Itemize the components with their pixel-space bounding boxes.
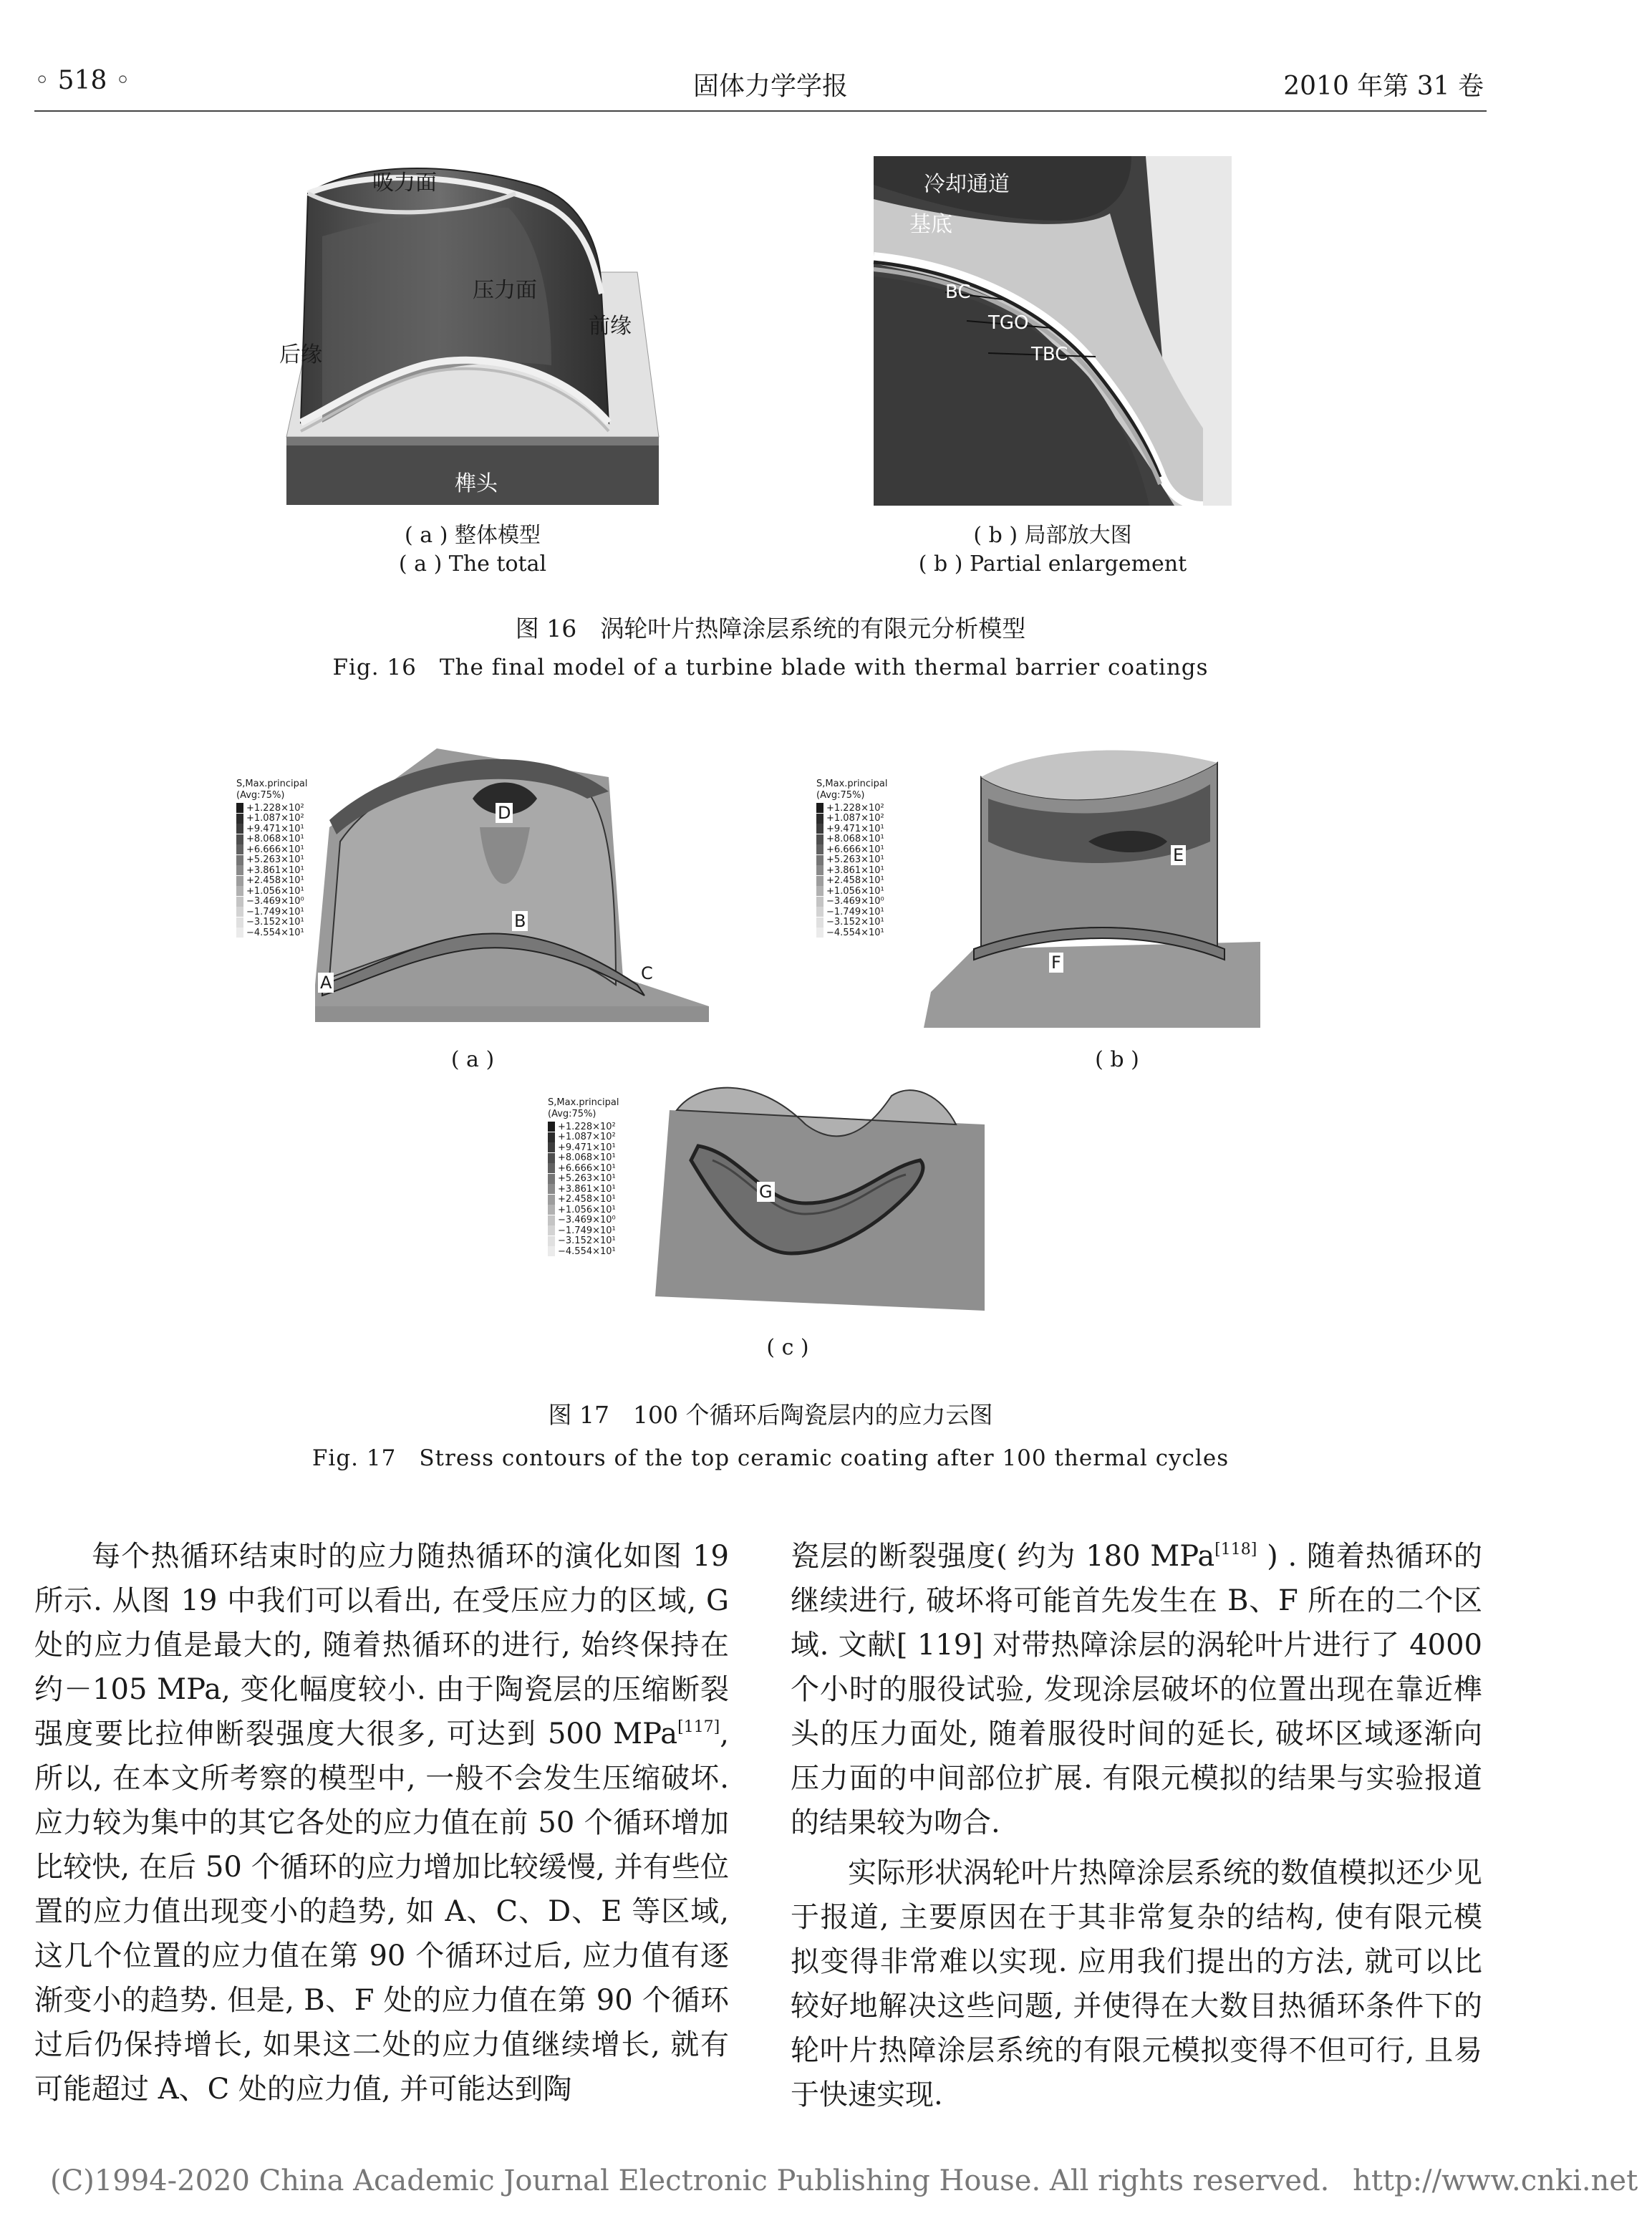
fig17a-caption: ( a ) [450, 1047, 495, 1072]
point-e: E [1171, 845, 1186, 865]
label-cooling-channel: 冷却通道 [924, 172, 1010, 197]
legend-swatch [816, 865, 823, 875]
legend-value: +8.068×10¹ [246, 834, 304, 845]
legend-entry [236, 814, 304, 824]
legend-value: −3.152×10¹ [246, 917, 304, 928]
stress-legend [236, 803, 304, 938]
legend-value: +6.666×10¹ [558, 1162, 616, 1174]
point-a: A [318, 973, 334, 993]
stress-contour-a [308, 734, 723, 1035]
legend-entry [548, 1246, 616, 1257]
label-root: 榫头 [455, 471, 498, 496]
legend-entry [816, 876, 884, 887]
legend-entry [816, 814, 884, 824]
legend-swatch [548, 1174, 555, 1184]
legend-entry [236, 824, 304, 834]
legend-entry [548, 1215, 616, 1226]
legend-value: +1.087×10² [246, 813, 304, 824]
legend-entry [236, 855, 304, 866]
point-f: F [1049, 953, 1063, 973]
legend-swatch [816, 814, 823, 824]
legend-value: +1.056×10¹ [246, 885, 304, 897]
legend-swatch [816, 876, 823, 886]
legend-swatch [236, 865, 243, 875]
legend-value: −1.749×10¹ [246, 906, 304, 917]
volume-info: 2010 年第 31 卷 [1283, 72, 1484, 101]
legend-swatch [548, 1122, 555, 1132]
legend-swatch [236, 886, 243, 896]
legend-entry [816, 865, 884, 876]
legend-value: +5.263×10¹ [558, 1173, 616, 1185]
legend-swatch [816, 897, 823, 907]
legend-entry [816, 824, 884, 834]
legend-swatch [816, 824, 823, 834]
legend-value: +8.068×10¹ [558, 1152, 616, 1164]
legend-swatch [816, 907, 823, 917]
legend-swatch [548, 1142, 555, 1152]
legend-value: −1.749×10¹ [826, 906, 884, 917]
body-left-column [34, 1534, 729, 2111]
legend-value: +2.458×10¹ [558, 1194, 616, 1205]
legend-entry [816, 897, 884, 907]
fig17c-panel [533, 1081, 992, 1318]
legend-value: +1.056×10¹ [826, 885, 884, 897]
legend-value: −1.749×10¹ [558, 1225, 616, 1236]
legend-entry [816, 886, 884, 897]
legend-entry [548, 1132, 616, 1143]
legend-entry [548, 1236, 616, 1247]
legend-value: −4.554×10¹ [826, 927, 884, 938]
stress-legend [548, 1122, 616, 1257]
legend-swatch [816, 834, 823, 844]
legend-entry [548, 1174, 616, 1185]
body-right-column [791, 1534, 1482, 2117]
paragraph [34, 1534, 729, 2111]
legend-value: +3.861×10¹ [558, 1183, 616, 1195]
paragraph: 实际形状涡轮叶片热障涂层系统的数值模拟还少见于报道, 主要原因在于其非常复杂的结构, 使有限元模拟变得非常难以实现. 应用我们提出的方法, 就可以比较好地解决这些问题, 并使得在大数目热循环条件下的轮叶片热障涂层系统的有限元模拟变得不但可行, 且易于快速实现. [791, 1856, 1482, 2111]
legend-swatch [548, 1205, 555, 1215]
label-pressure-side: 压力面 [473, 278, 537, 303]
legend-value: +1.228×10² [558, 1121, 616, 1132]
label-trailing-edge: 后缘 [279, 342, 322, 367]
fig16b-caption-cn: ( b ) 局部放大图 [973, 523, 1132, 548]
running-header [0, 66, 1541, 102]
legend-value: +1.087×10² [826, 813, 884, 824]
legend-value: +5.263×10¹ [826, 854, 884, 866]
fig17-title-en: Fig. 17 Stress contours of the top ceramic coating after 100 thermal cycles [311, 1445, 1230, 1471]
legend-entry [816, 907, 884, 917]
legend-swatch [816, 803, 823, 813]
legend-value: +8.068×10¹ [826, 834, 884, 845]
legend-entry [236, 803, 304, 814]
legend-swatch [548, 1215, 555, 1225]
legend-swatch [236, 907, 243, 917]
point-g: G [757, 1182, 775, 1202]
legend-value: +3.861×10¹ [826, 864, 884, 876]
legend-swatch [548, 1236, 555, 1246]
fig16b-image [874, 156, 1232, 506]
legend-swatch [236, 917, 243, 928]
legend-entry [236, 928, 304, 938]
legend-swatch [548, 1153, 555, 1163]
legend-entry [548, 1195, 616, 1205]
label-tbc: TBC [1031, 344, 1068, 365]
legend-title: S,Max.principal [548, 1097, 619, 1108]
legend-swatch [548, 1246, 555, 1256]
legend-value: +1.056×10¹ [558, 1204, 616, 1215]
legend-entry [816, 834, 884, 845]
fig16-title-cn: 图 16 涡轮叶片热障涂层系统的有限元分析模型 [515, 615, 1026, 642]
legend-entry [816, 803, 884, 814]
para-text-4: ) . 随着热循环的继续进行, 破坏将可能首先发生在 B、F 所在的二个区域. 文献[ 119] 对带热障涂层的涡轮叶片进行了 4000 个小时的服役试验, 发现涂层破坏的位置出现在靠近榫头的压力面处, 随着服役时间的延长, 破坏区域逐渐向压力面的中间部位扩展. 有限元模拟的结果与实验报道的结果较为吻合. [791, 1540, 1482, 1839]
legend-swatch [816, 928, 823, 938]
fig17a-panel [229, 734, 723, 1035]
para-text-2: , 所以, 在本文所考察的模型中, 一般不会发生压缩破坏. 应力较为集中的其它各处的应力值在前 50 个循环增加比较快, 在后 50 个循环的应力增加比较缓慢, 并有些位置的应力值出现变小的趋势, 如 A、C、D、E 等区域, 这几个位置的应力值在第 90 个循环过后, 应力值有逐渐变小的趋势. 但是, B、F 处的应力值在第 90 个循环过后仍保持增长, 如果这二处的应力值继续增长, 就有可能超过 A、C 处的应力值, 并可能达到陶 [34, 1717, 729, 2106]
point-d: D [496, 803, 513, 823]
legend-swatch [816, 844, 823, 854]
legend-value: +9.471×10¹ [558, 1142, 616, 1153]
copyright-text: (C)1994-2020 China Academic Journal Electronic Publishing House. All rights reserved. [50, 2164, 1330, 2197]
legend-value: −4.554×10¹ [558, 1246, 616, 1257]
fig17c-caption: ( c ) [766, 1335, 809, 1360]
legend-swatch [816, 917, 823, 928]
fig16a-caption-en: ( a ) The total [398, 551, 547, 577]
point-b: B [512, 911, 528, 931]
legend-swatch [816, 855, 823, 865]
legend-entry [236, 876, 304, 887]
legend-value: −3.469×10⁰ [826, 896, 884, 907]
header-rule [34, 110, 1487, 112]
legend-avg: (Avg:75%) [236, 790, 285, 801]
legend-swatch [236, 834, 243, 844]
legend-value: +3.861×10¹ [246, 864, 304, 876]
legend-value: +6.666×10¹ [246, 844, 304, 855]
legend-value: +1.228×10² [826, 802, 884, 814]
fig16a-image [279, 150, 680, 509]
label-leading-edge: 前缘 [589, 314, 632, 339]
legend-entry [548, 1153, 616, 1164]
legend-swatch [236, 803, 243, 813]
legend-swatch [236, 897, 243, 907]
fig16-title-en: Fig. 16 The final model of a turbine blade with thermal barrier coatings [332, 655, 1209, 680]
legend-entry [548, 1184, 616, 1195]
legend-entry [236, 844, 304, 855]
legend-swatch [816, 886, 823, 896]
legend-entry [548, 1142, 616, 1153]
legend-value: +1.228×10² [246, 802, 304, 814]
para-text-3: 瓷层的断裂强度( 约为 180 MPa [791, 1540, 1215, 1573]
legend-entry [548, 1205, 616, 1215]
legend-entry [236, 917, 304, 928]
legend-swatch [236, 855, 243, 865]
legend-entry [236, 886, 304, 897]
legend-value: −3.152×10¹ [826, 917, 884, 928]
legend-value: +1.087×10² [558, 1132, 616, 1143]
legend-avg: (Avg:75%) [548, 1109, 596, 1119]
legend-swatch [548, 1163, 555, 1173]
legend-swatch [236, 928, 243, 938]
label-substrate: 基底 [909, 212, 952, 237]
legend-value: −3.152×10¹ [558, 1235, 616, 1247]
citation-117: [117] [677, 1718, 720, 1736]
citation-118: [118] [1214, 1541, 1257, 1558]
legend-entry [236, 865, 304, 876]
legend-title: S,Max.principal [236, 779, 308, 789]
legend-swatch [236, 876, 243, 886]
legend-value: −4.554×10¹ [246, 927, 304, 938]
legend-swatch [548, 1225, 555, 1235]
legend-value: +5.263×10¹ [246, 854, 304, 866]
legend-entry [236, 907, 304, 917]
stress-legend [816, 803, 884, 938]
copyright-footer [50, 2164, 1638, 2197]
legend-entry [816, 844, 884, 855]
cnki-url[interactable]: http://www.cnki.net [1353, 2164, 1638, 2197]
legend-value: +6.666×10¹ [826, 844, 884, 855]
journal-title: 固体力学学报 [692, 72, 848, 101]
para-text-1: 每个热循环结束时的应力随热循环的演化如图 19 所示. 从图 19 中我们可以看出, 在受压应力的区域, G 处的应力值是最大的, 随着热循环的进行, 始终保持在约－105 MPa, 变化幅度较小. 由于陶瓷层的压缩断裂强度要比拉伸断裂强度大很多, 可达到 500 MPa [34, 1540, 729, 1750]
legend-value: +9.471×10¹ [826, 823, 884, 834]
stress-contour-b [917, 734, 1282, 1035]
page-number: ◦ 518 ◦ [34, 66, 131, 95]
legend-entry [816, 917, 884, 928]
fig16b-caption-en: ( b ) Partial enlargement [918, 551, 1187, 577]
legend-swatch [548, 1132, 555, 1142]
legend-entry [236, 834, 304, 845]
legend-entry [816, 855, 884, 866]
label-tgo: TGO [988, 312, 1029, 334]
point-c: C [639, 963, 655, 983]
legend-entry [816, 928, 884, 938]
label-bc: BC [945, 281, 971, 303]
legend-title: S,Max.principal [816, 779, 888, 789]
legend-swatch [548, 1184, 555, 1194]
label-suction-side: 吸力面 [372, 170, 437, 196]
fig16a-caption-cn: ( a ) 整体模型 [405, 523, 541, 548]
legend-avg: (Avg:75%) [816, 790, 865, 801]
legend-swatch [236, 824, 243, 834]
paragraph [791, 1534, 1482, 1845]
legend-swatch [548, 1195, 555, 1205]
legend-swatch [236, 844, 243, 854]
legend-value: −3.469×10⁰ [246, 896, 304, 907]
legend-entry [236, 897, 304, 907]
legend-value: −3.469×10⁰ [558, 1215, 616, 1226]
legend-entry [548, 1122, 616, 1132]
legend-value: +2.458×10¹ [826, 875, 884, 887]
legend-value: +2.458×10¹ [246, 875, 304, 887]
legend-value: +9.471×10¹ [246, 823, 304, 834]
legend-entry [548, 1163, 616, 1174]
legend-swatch [236, 814, 243, 824]
fig17b-caption: ( b ) [1095, 1047, 1139, 1072]
fig17b-panel [809, 734, 1282, 1035]
stress-contour-c [641, 1081, 992, 1318]
legend-entry [548, 1225, 616, 1236]
fig17-title-cn: 图 17 100 个循环后陶瓷层内的应力云图 [548, 1401, 993, 1429]
